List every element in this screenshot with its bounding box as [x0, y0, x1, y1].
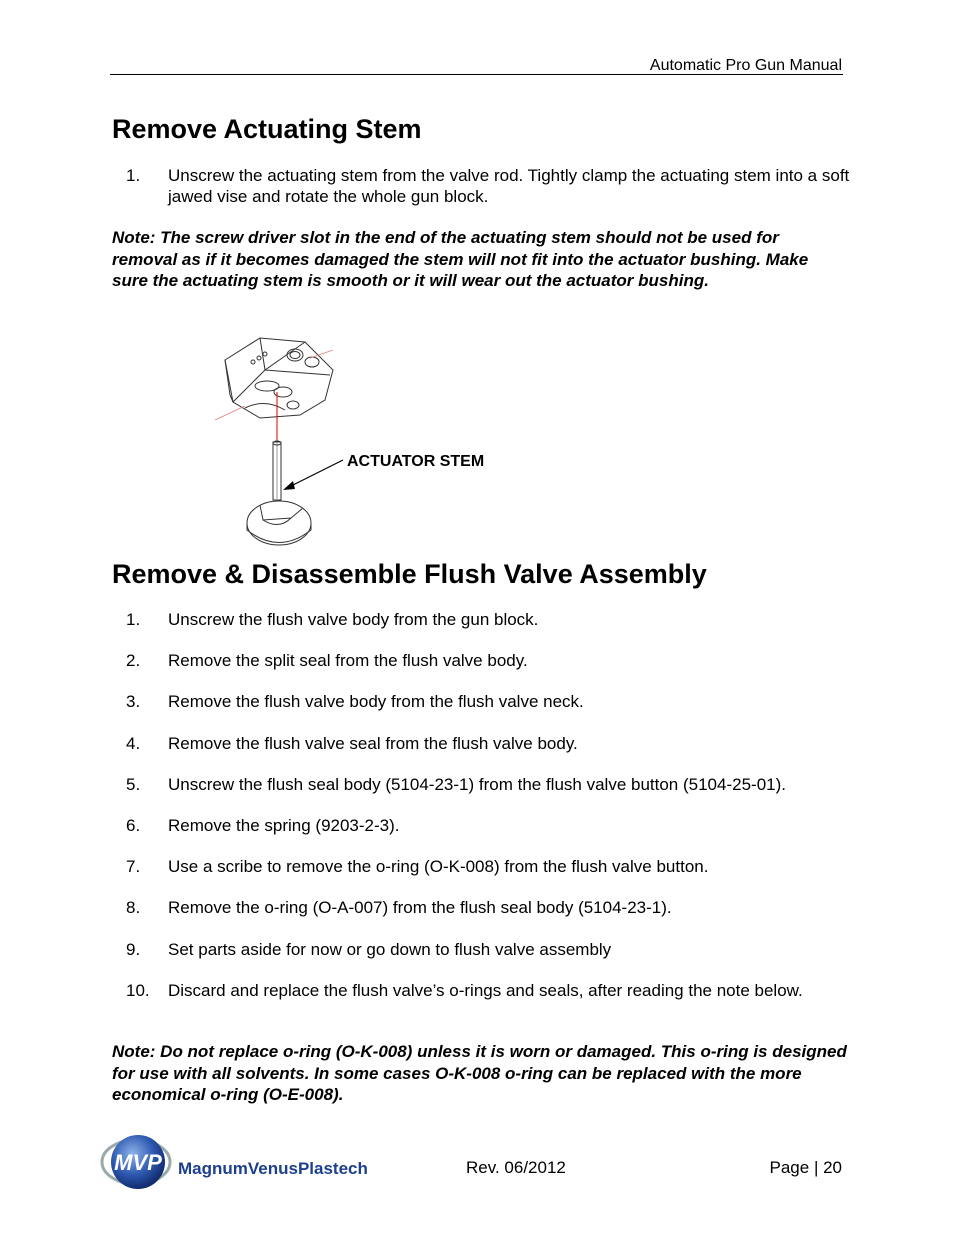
list-item-text: Remove the o-ring (O-A-007) from the flush seal body (5104-23-1).	[168, 898, 672, 917]
list-item-text: Remove the split seal from the flush valve body.	[168, 651, 528, 670]
list-item-text: Unscrew the actuating stem from the valve rod. Tightly clamp the actuating stem into a soft jawed vise and rotate the whole gun block.	[168, 166, 850, 206]
header-title: Automatic Pro Gun Manual	[649, 57, 842, 74]
list-item-number: 2.	[126, 651, 141, 670]
page-number: Page | 20	[769, 1158, 842, 1177]
actuator-stem-figure	[205, 330, 515, 555]
section-heading-actuating-stem: Remove Actuating Stem	[112, 114, 422, 144]
list-item-number: 10.	[126, 981, 150, 1000]
note-flush-valve: Note: Do not replace o-ring (O-K-008) unless it is worn or damaged. This o-ring is designed for use with all solvents. In some cases O-K-008 o-ring can be replaced with the more economical o-ring (O-E-008).	[112, 1042, 847, 1104]
note-actuating-stem: Note: The screw driver slot in the end of the actuating stem should not be used for removal as if it becomes damaged the stem will not fit into the actuator bushing. Make sure the actuating stem is smooth or it will wear out the actuator bushing.	[112, 228, 809, 290]
list-item-text: Set parts aside for now or go down to flush valve assembly	[168, 940, 612, 959]
list-item-text: Unscrew the flush valve body from the gun block.	[168, 610, 539, 629]
list-item-text: Discard and replace the flush valve’s o-rings and seals, after reading the note below.	[168, 981, 803, 1000]
company-logo	[96, 1130, 386, 1198]
list-item-number: 9.	[126, 940, 141, 959]
list-item-number: 7.	[126, 857, 141, 876]
revision-date: Rev. 06/2012	[466, 1158, 566, 1177]
list-item-number: 1.	[126, 166, 141, 185]
section-heading-flush-valve: Remove & Disassemble Flush Valve Assembly	[112, 559, 707, 589]
list-item-number: 1.	[126, 610, 141, 629]
list-item-number: 3.	[126, 692, 141, 711]
list-item-number: 5.	[126, 775, 141, 794]
list-item-text: Remove the spring (9203-2-3).	[168, 816, 400, 835]
logo-mark-text: MVP	[114, 1150, 162, 1175]
list-item-number: 8.	[126, 898, 141, 917]
list-item-text: Remove the flush valve body from the flush valve neck.	[168, 692, 584, 711]
list-item-text: Use a scribe to remove the o-ring (O-K-008) from the flush valve button.	[168, 857, 709, 876]
actuator-stem-label: ACTUATOR STEM	[347, 453, 485, 470]
list-item-number: 6.	[126, 816, 141, 835]
list-item-text: Remove the flush valve seal from the flush valve body.	[168, 734, 578, 753]
list-item-number: 4.	[126, 734, 141, 753]
header-rule	[110, 74, 843, 75]
mvp-logo-graphic	[96, 1130, 386, 1198]
list-item-text: Unscrew the flush seal body (5104-23-1) from the flush valve button (5104-25-01).	[168, 775, 786, 794]
logo-wordmark: MagnumVenusPlastech	[178, 1159, 368, 1178]
actuator-stem-drawing	[205, 330, 515, 555]
